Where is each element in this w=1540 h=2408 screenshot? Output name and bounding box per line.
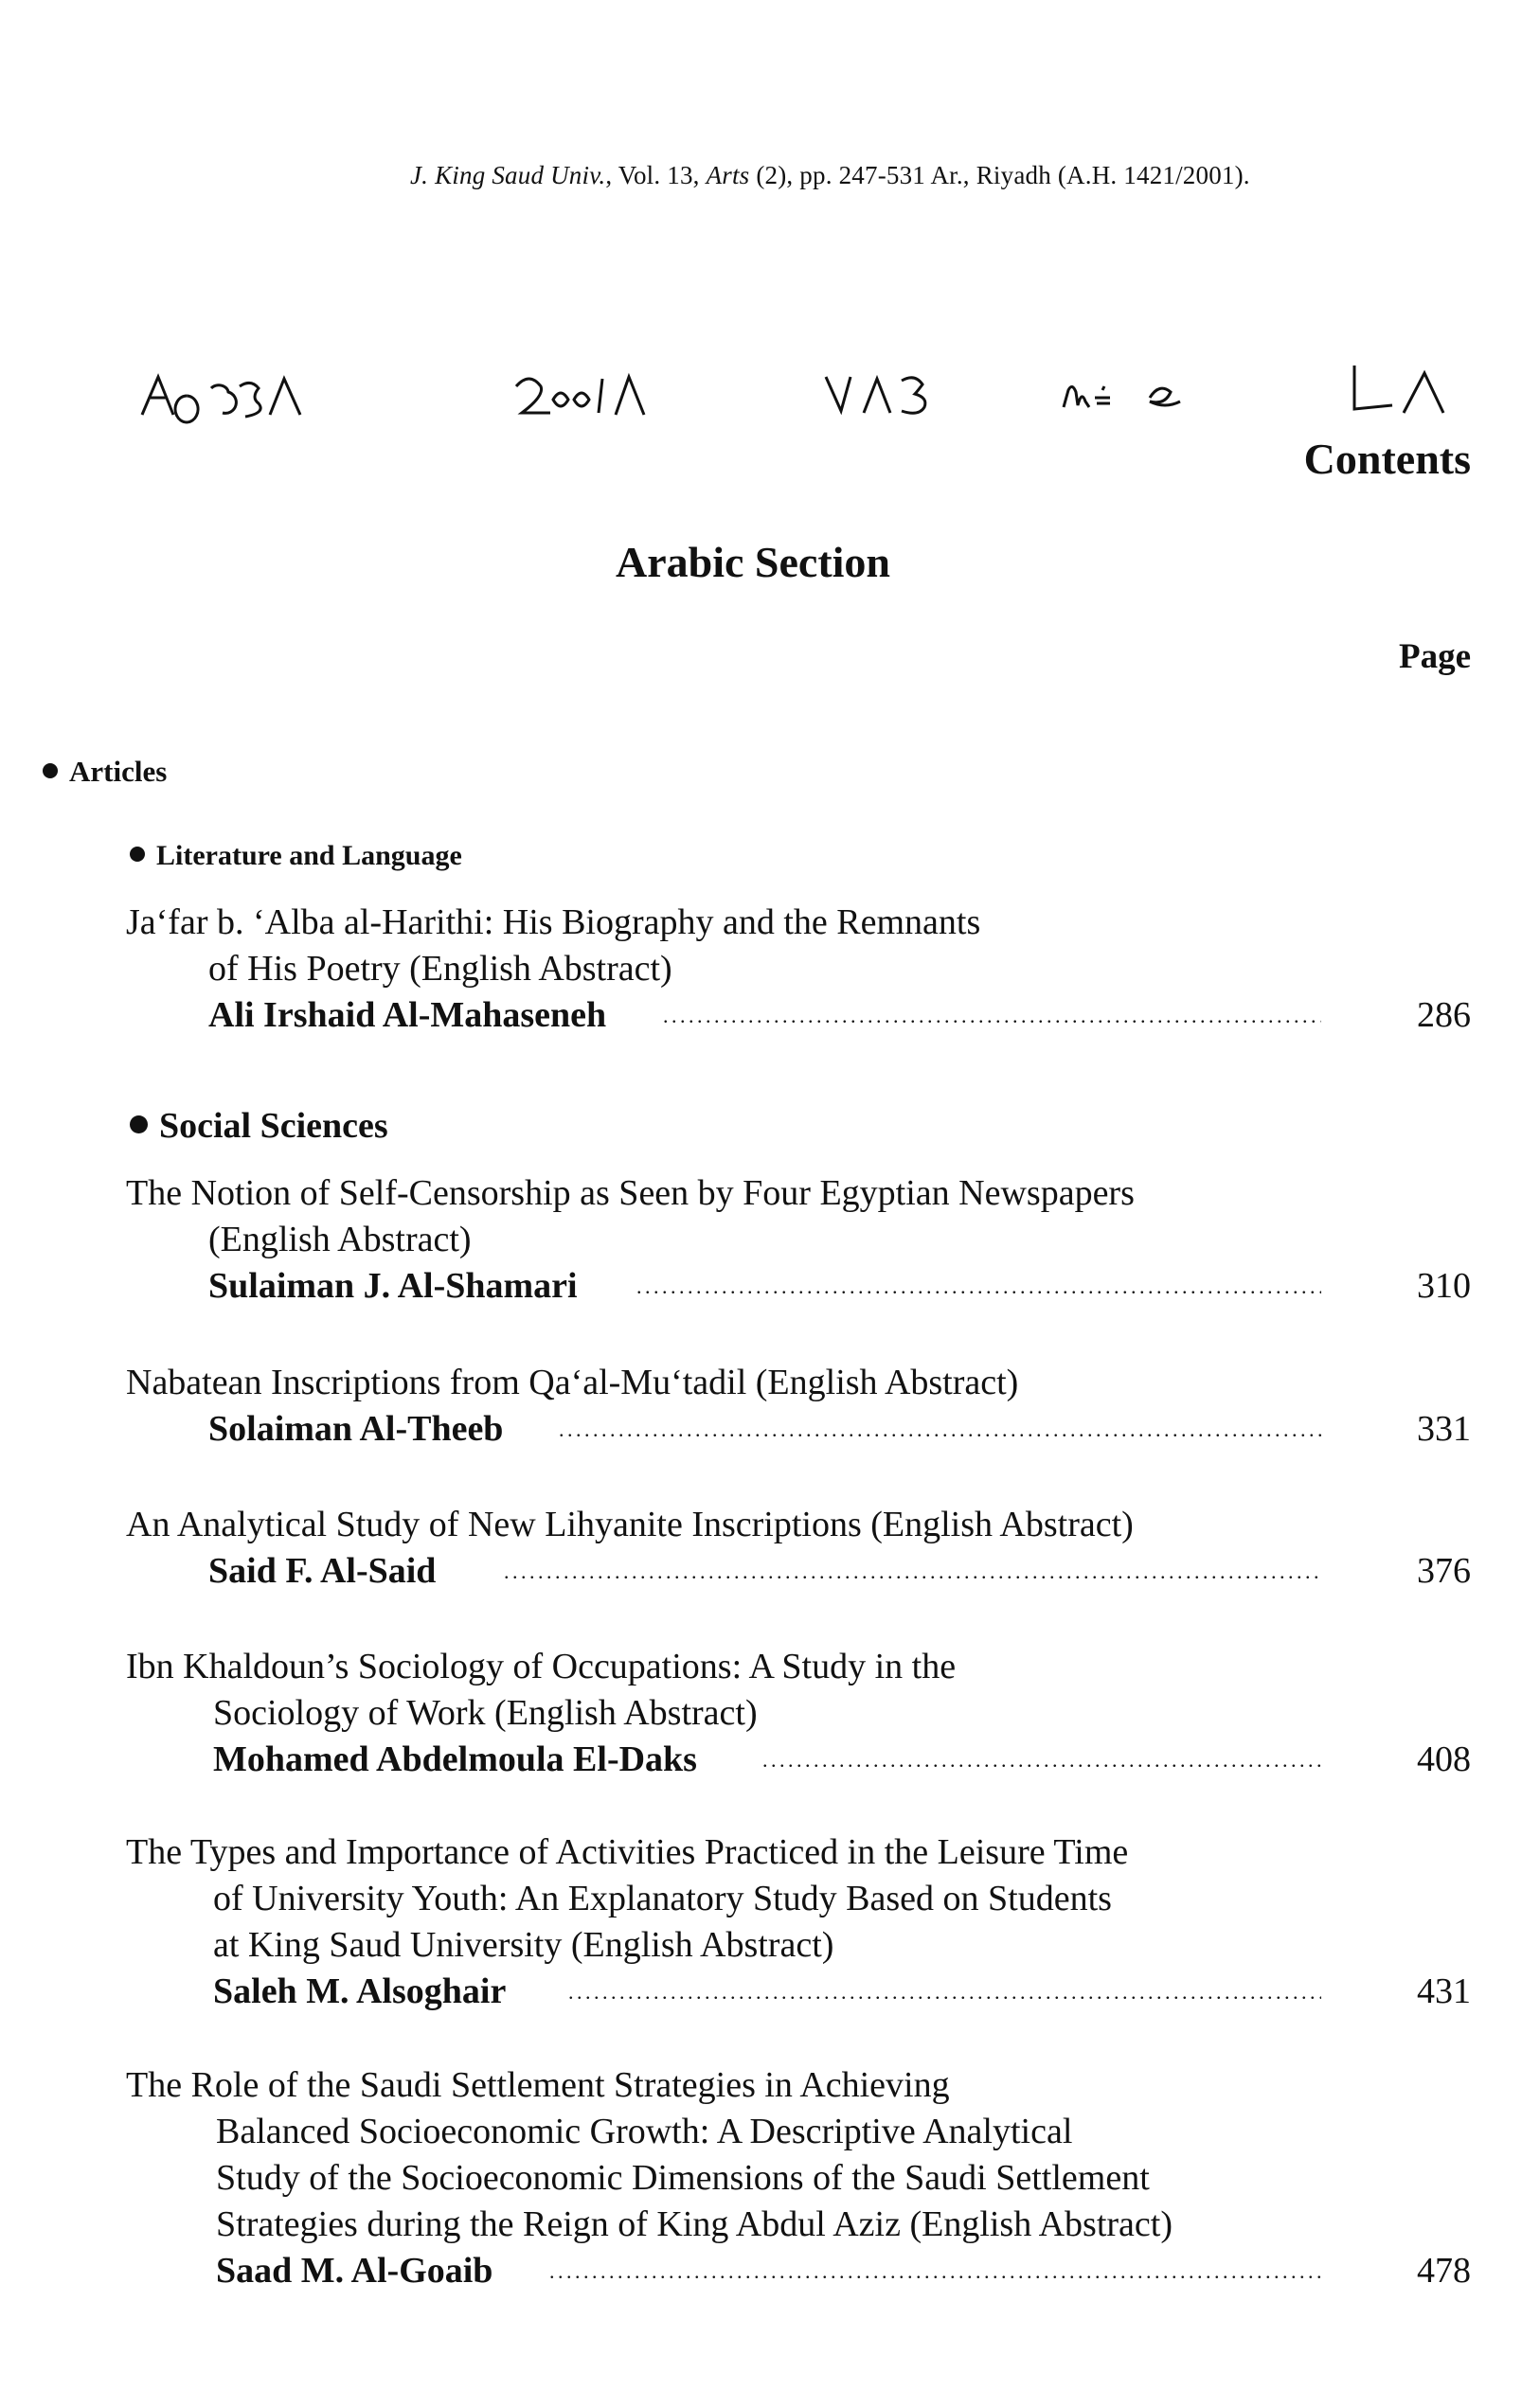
entry-title-line: The Types and Importance of Activities Practiced in the Leisure Time	[126, 1832, 1129, 1872]
entry-title-line: The Notion of Self-Censorship as Seen by Four Egyptian Newspapers	[126, 1173, 1135, 1213]
journal-pages-place: (2), pp. 247-531 Ar., Riyadh (A.H. 1421/2001).	[749, 161, 1250, 189]
category-heading-social-sciences	[130, 1105, 388, 1147]
entry-author-row	[0, 1737, 1540, 1783]
dot-leader	[636, 1263, 1321, 1310]
journal-reference	[410, 161, 1250, 190]
category-label: Social Sciences	[159, 1106, 388, 1146]
entry-title-line: Sociology of Work (English Abstract)	[213, 1693, 758, 1733]
dot-leader	[663, 992, 1321, 1039]
entry-title-line: An Analytical Study of New Lihyanite Inscriptions (English Abstract)	[126, 1505, 1134, 1544]
bullet-icon	[43, 763, 58, 778]
entry-title-line: Study of the Socioeconomic Dimensions of the Saudi Settlement	[216, 2158, 1150, 2198]
entry-page-number: 376	[1417, 1551, 1471, 1591]
journal-volume: , Vol. 13,	[605, 161, 707, 189]
entry-title-line: (English Abstract)	[208, 1220, 472, 1259]
entry-author-row	[0, 1406, 1540, 1453]
section-title: Arabic Section	[615, 538, 890, 586]
articles-label: Articles	[69, 755, 168, 788]
entry-page-number: 431	[1417, 1971, 1471, 2011]
handwritten-note-5	[1345, 360, 1468, 422]
entry-author-row	[0, 1969, 1540, 2015]
category-label: Literature and Language	[156, 840, 462, 871]
contents-title: Contents	[1303, 435, 1471, 483]
entry-author: Saleh M. Alsoghair	[213, 1971, 507, 2011]
entry-page-number: 310	[1417, 1266, 1471, 1306]
entry-author-row	[0, 1263, 1540, 1310]
entry-page-number: 408	[1417, 1739, 1471, 1779]
entry-title-line: Strategies during the Reign of King Abdul Aziz (English Abstract)	[216, 2204, 1173, 2244]
page-column-heading: Page	[1398, 637, 1471, 676]
dot-leader	[762, 1737, 1321, 1783]
entry-author-row	[0, 992, 1540, 1039]
bullet-icon	[130, 1115, 148, 1133]
handwritten-note-1	[137, 369, 308, 426]
dot-leader	[549, 2248, 1321, 2294]
dot-leader	[559, 1406, 1321, 1453]
dot-leader	[568, 1969, 1321, 2015]
entry-author: Saad M. Al-Goaib	[216, 2251, 493, 2291]
dot-leader	[504, 1548, 1321, 1595]
entry-title-line: Ibn Khaldoun’s Sociology of Occupations: A Study in the	[126, 1647, 957, 1686]
entry-title-line: Ja‘far b. ‘Alba al-Harithi: His Biography and the Remnants	[126, 902, 981, 942]
entry-author: Sulaiman J. Al-Shamari	[208, 1266, 578, 1306]
entry-author: Said F. Al-Said	[208, 1551, 437, 1591]
entry-title-line: Nabatean Inscriptions from Qa‘al-Mu‘tadil (English Abstract)	[126, 1363, 1019, 1402]
entry-author: Solaiman Al-Theeb	[208, 1409, 504, 1449]
journal-abbreviation: J. King Saud Univ.	[410, 161, 606, 189]
entry-title-line: of His Poetry (English Abstract)	[208, 949, 672, 989]
entry-author-row	[0, 1548, 1540, 1595]
handwritten-note-4	[1059, 369, 1215, 417]
entry-title-line: of University Youth: An Explanatory Study Based on Students	[213, 1879, 1112, 1918]
entry-page-number: 331	[1417, 1409, 1471, 1449]
entry-page-number: 478	[1417, 2251, 1471, 2291]
entry-author-row	[0, 2248, 1540, 2294]
bullet-icon	[130, 847, 145, 862]
handwritten-note-3	[822, 366, 940, 424]
handwritten-notes	[0, 352, 1540, 437]
entry-title-line: Balanced Socioeconomic Growth: A Descriptive Analytical	[216, 2112, 1073, 2151]
articles-heading	[43, 755, 167, 789]
handwritten-note-2	[511, 367, 654, 426]
journal-field: Arts	[706, 161, 750, 189]
entry-title-line: The Role of the Saudi Settlement Strategies in Achieving	[126, 2065, 950, 2105]
entry-page-number: 286	[1417, 995, 1471, 1035]
entry-author: Mohamed Abdelmoula El-Daks	[213, 1739, 697, 1779]
entry-title-line: at King Saud University (English Abstract)	[213, 1925, 834, 1965]
entry-author: Ali Irshaid Al-Mahaseneh	[208, 995, 607, 1035]
category-heading-literature	[130, 840, 462, 872]
